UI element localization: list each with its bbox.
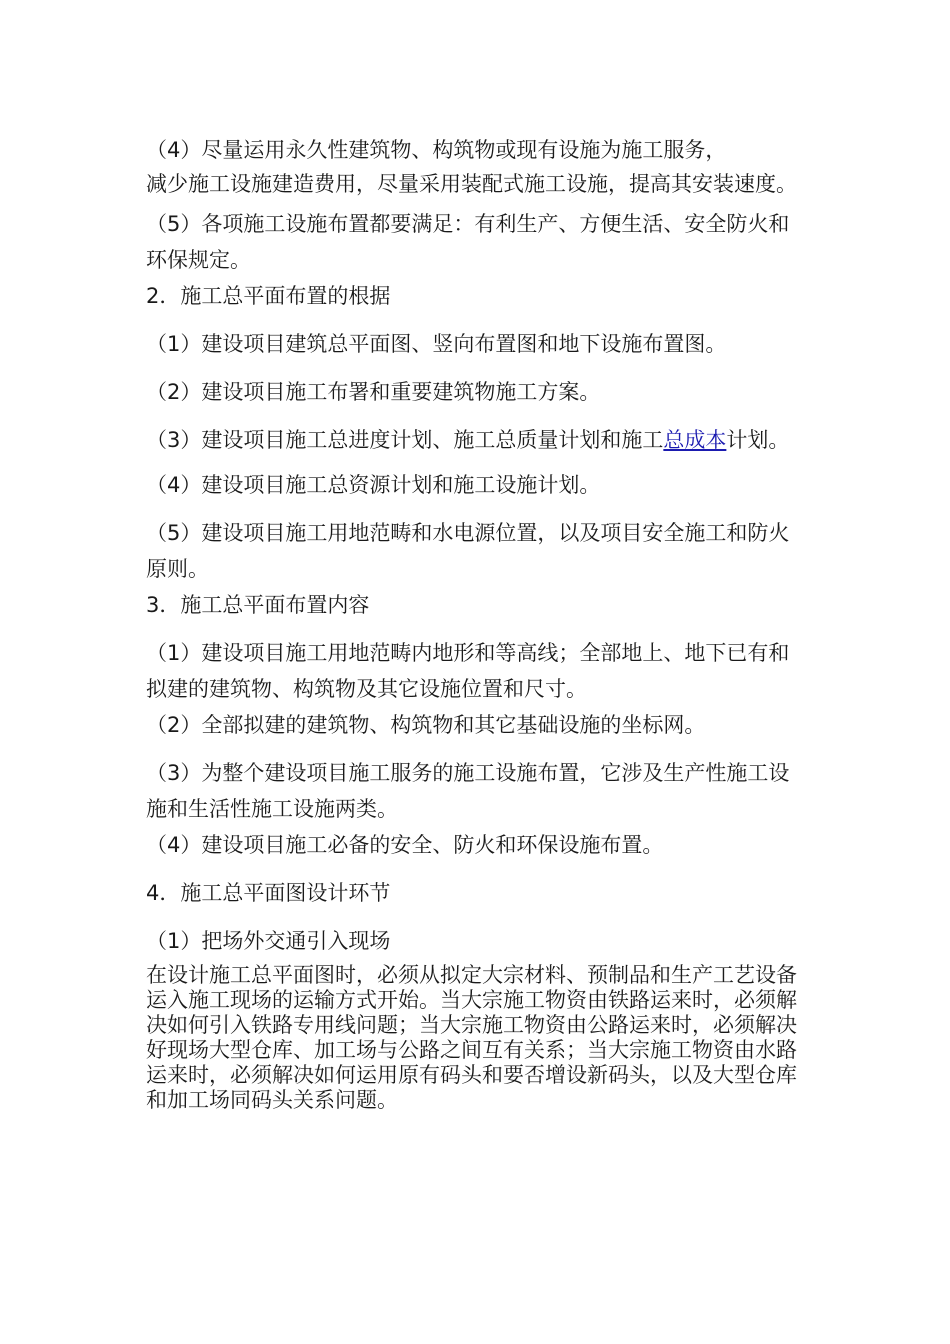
section-heading-4: 4．施工总平面图设计环节 xyxy=(146,881,391,905)
content-item-1: （1）建设项目施工用地范畴内地形和等高线；全部地上、地下已有和拟建的建筑物、构筑物及其它设施位置和尺寸。 xyxy=(146,641,790,701)
content-item-3: （3）为整个建设项目施工服务的施工设施布置，它涉及生产性施工设施和生活性施工设施两类。 xyxy=(146,761,790,821)
paragraph-item-4-first-line: （4）尽量运用永久性建筑物、构筑物或现有设施为施工服务， xyxy=(146,138,727,162)
section-heading-2: 2．施工总平面布置的根据 xyxy=(146,284,391,308)
basis-item-1: （1）建设项目建筑总平面图、竖向布置图和地下设施布置图。 xyxy=(146,332,727,356)
design-step-1: （1）把场外交通引入现场 xyxy=(146,929,391,953)
document-page xyxy=(146,132,808,1113)
content-item-4: （4）建设项目施工必备的安全、防火和环保设施布置。 xyxy=(146,833,664,857)
basis-item-5: （5）建设项目施工用地范畴和水电源位置，以及项目安全施工和防火原则。 xyxy=(146,521,790,581)
content-item-2: （2）全部拟建的建筑物、构筑物和其它基础设施的坐标网。 xyxy=(146,713,706,737)
section-heading-3: 3．施工总平面布置内容 xyxy=(146,593,370,617)
basis-item-2: （2）建设项目施工布署和重要建筑物施工方案。 xyxy=(146,380,601,404)
paragraph-item-5: （5）各项施工设施布置都要满足：有利生产、方便生活、安全防火和环保规定。 xyxy=(146,212,790,272)
basis-item-3 xyxy=(146,422,808,458)
basis-item-3-tail: 计划。 xyxy=(726,428,790,452)
basis-item-3-text: （3）建设项目施工总进度计划、施工总质量计划和施工 xyxy=(146,428,664,452)
basis-item-4: （4）建设项目施工总资源计划和施工设施计划。 xyxy=(146,473,601,497)
paragraph-item-4-continued: 减少施工设施建造费用，尽量采用装配式施工设施，提高其安装速度。 xyxy=(146,172,797,196)
design-step-1-body: 在设计施工总平面图时，必须从拟定大宗材料、预制品和生产工艺设备运入施工现场的运输方式开始。当大宗施工物资由铁路运来时，必须解决如何引入铁路专用线问题；当大宗施工物资由公路运来时，必须解决好现场大型仓库、加工场与公路之间互有关系；当大宗施工物资由水路运来时，必须解决如何运用原有码头和要否增设新码头，以及大型仓库和加工场同码头关系问题。 xyxy=(146,963,797,1112)
total-cost-link[interactable]: 总成本 xyxy=(663,428,727,452)
